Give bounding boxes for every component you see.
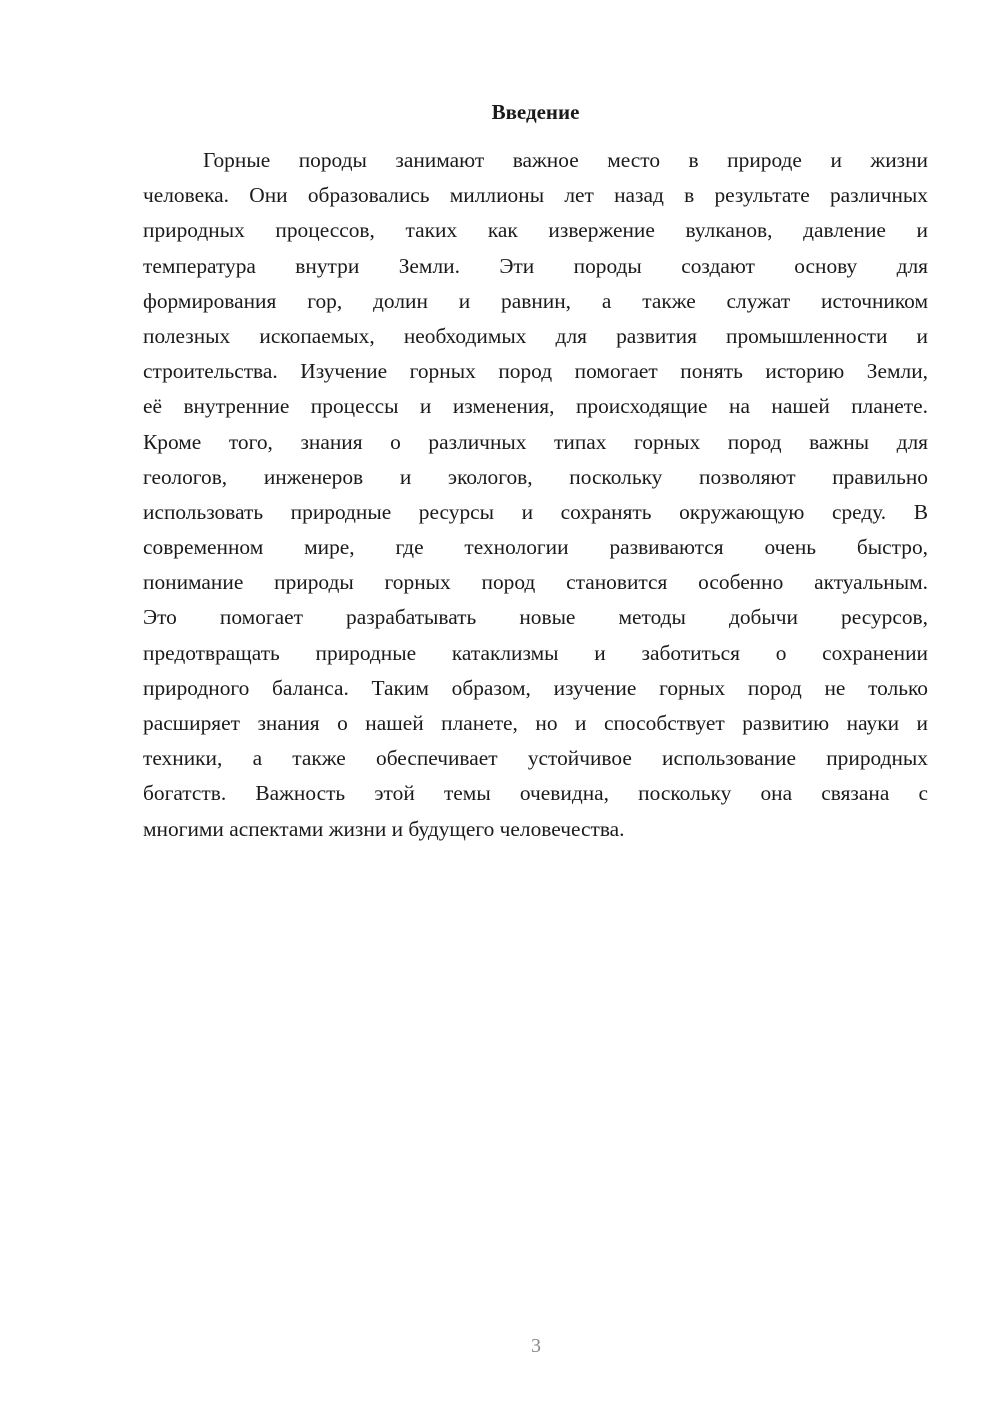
paragraph-line: человека. Они образовались миллионы лет назад в результате различных — [143, 183, 928, 208]
paragraph-line: предотвращать природные катаклизмы и заботиться о сохранении — [143, 640, 928, 665]
paragraph-line: природного баланса. Таким образом, изучение горных пород не только — [143, 675, 928, 700]
paragraph-line: техники, а также обеспечивает устойчивое использование природных — [143, 746, 928, 771]
paragraph-line: многими аспектами жизни и будущего человечества. — [143, 816, 625, 841]
section-heading: Введение — [491, 100, 580, 124]
paragraph-line: температура внутри Земли. Эти породы создают основу для — [143, 253, 928, 278]
paragraph-line: понимание природы горных пород становится особенно актуальным. — [143, 570, 928, 595]
page-number: 3 — [531, 1335, 541, 1357]
paragraph-line: современном мире, где технологии развиваются очень быстро, — [143, 535, 928, 560]
paragraph-line: богатств. Важность этой темы очевидна, поскольку она связана с — [143, 781, 928, 806]
paragraph-line: формирования гор, долин и равнин, а также служат источником — [143, 288, 928, 313]
body-paragraph — [143, 143, 928, 847]
paragraph-line: полезных ископаемых, необходимых для развития промышленности и — [143, 323, 928, 348]
paragraph-line: Кроме того, знания о различных типах горных пород важны для — [143, 429, 928, 454]
paragraph-line: её внутренние процессы и изменения, происходящие на нашей планете. — [143, 394, 928, 419]
paragraph-line: геологов, инженеров и экологов, поскольку позволяют правильно — [143, 464, 928, 489]
paragraph-line: расширяет знания о нашей планете, но и способствует развитию науки и — [143, 711, 928, 735]
paragraph-line: Это помогает разрабатывать новые методы добычи ресурсов, — [143, 605, 928, 630]
paragraph-line: природных процессов, таких как извержение вулканов, давление и — [143, 218, 928, 243]
paragraph-line: строительства. Изучение горных пород помогает понять историю Земли, — [143, 359, 928, 384]
paragraph-line: Горные породы занимают важное место в природе и жизни — [203, 148, 928, 172]
paragraph-line: использовать природные ресурсы и сохранять окружающую среду. В — [143, 499, 928, 524]
